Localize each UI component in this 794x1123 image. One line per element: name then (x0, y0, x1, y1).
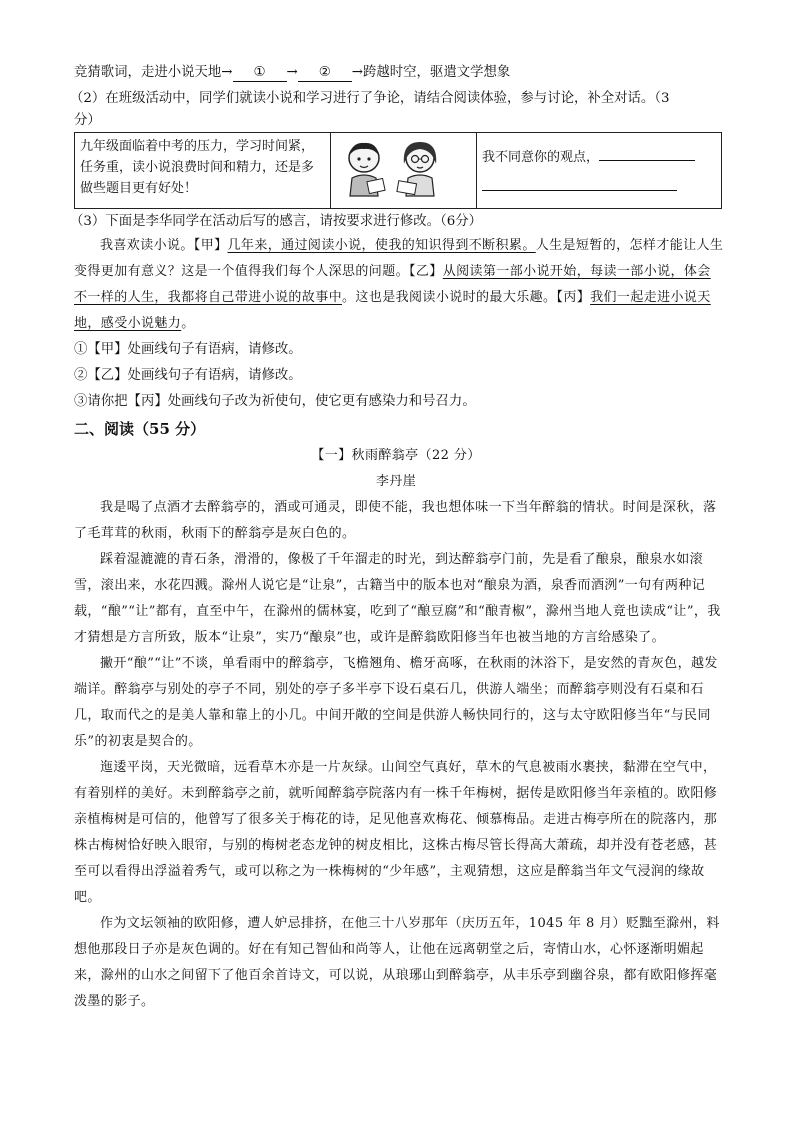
article-paragraph-2: 踩着湿漉漉的青石条，滑滑的，像极了千年溜走的时光，到达醉翁亭门前，先是看了酿泉，酿泉水如滚雪，滚出来，水花四溅。滁州人说它是“让泉”，古籍当中的版本也对“酿泉为酒，泉香而酒洌”一句有两种记载，“酿”“让”都有，直至中午，在滁州的儒林宴，吃到了“酿豆腐”和“酿青椒”，滁州当地人竟也读成“让”，我才猜想是方言所致，版本“让泉”，实乃“酿泉”也，或许是醉翁欧阳修当年也被当地的方言给感染了。 (74, 552, 721, 645)
exam-page (70, 62, 724, 1015)
article-paragraph-1: 我是喝了点酒才去醉翁亭的，酒或可通灵，即使不能，我也想体味一下当年醉翁的情状。时间是深秋，落了毛茸茸的秋雨，秋雨下的醉翁亭是灰白色的。 (74, 500, 717, 541)
underlined-sentence-jia: 几年来，通过阅读小说，使我的知识得到不断积累。 (227, 238, 536, 253)
underlined-sentence-bing: 我们一起走进小说天地，感受小说魅力 (74, 290, 711, 331)
article-paragraph-4: 迤逶平岗，天光微暗，远看草木亦是一片灰绿。山间空气真好，草木的气息被雨水裹挟，黏滞在空气中，有着别样的美好。未到醉翁亭之前，就听闻醉翁亭院落内有一株千年梅树，据传是欧阳修当年亲植的。欧阳修亲植梅树是可信的，他曾写了很多关于梅花的诗，足见他喜欢梅花、倾慕梅品。走进古梅亭所在的院落内，那株古梅树恰好映入眼帘，与别的梅树老态龙钟的树皮相比，这株古梅尽管长得高大萧疏，却并没有苍老感，甚至可以看得出浮溢着秀气，或可以称之为一株梅树的“少年感”，主观猜想，这应是醉翁当年文气浸润的缘故吧。 (74, 760, 718, 905)
article-author: 李丹崖 (375, 474, 417, 489)
reply-cell (477, 133, 722, 209)
girl-figure (397, 142, 436, 196)
activity-flow-line (74, 60, 724, 86)
flow-suffix: →跨越时空，驱遣文学想象 (351, 65, 511, 80)
underlined-sentence-yi: 从阅读第一部小说开始，每读一部小说，体会不一样的人生，我都将自己带进小说的故事中 (74, 264, 711, 305)
article-paragraph-5: 作为文坛领袖的欧阳修，遭人妒忌排挤，在他三十八岁那年（庆历五年，1045 年 8 月）贬黜至滁州，料想他那段日子亦是灰色调的。好在有知己智仙和尚等人，让他在远离朝堂之后，寄情山水，心怀逐渐明媚起来，滁州的山水之间留下了他百余首诗文，可以说，从琅琊山到醉翁亭，从丰乐亭到幽谷泉，都有欧阳修挥毫泼墨的影子。 (74, 916, 720, 1009)
q2-prompt-line2: 分） (74, 113, 101, 128)
flow-arrow: → (286, 65, 298, 80)
article-paragraph-3: 撇开“酿”“让”不谈，单看雨中的醉翁亭，飞檐翘角、檐牙高啄，在秋雨的沐浴下，是安然的青灰色，越发端详。醉翁亭与别处的亭子不同，别处的亭子多半亭下设石桌石几，供游人端坐；而醉翁亭则没有石桌和石几，取而代之的是美人靠和靠上的小几。中间开敞的空间是供游人畅快同行的，这与太守欧阳修当年“与民同乐”的初衷是契合的。 (74, 656, 718, 749)
dialogue-table (74, 132, 722, 209)
essay-part-e: 。这也是我阅读小说时的最大乐趣。【丙】 (342, 290, 591, 305)
essay-part-g: 。 (181, 316, 195, 331)
essay-part-c: 人生是短暂的，怎样才能让人生变得更加有意义？这是一个值得我们每个人深思的问题。【乙】 (74, 238, 724, 279)
students-illustration-cell (331, 133, 477, 209)
opposing-view-cell (75, 133, 331, 209)
flow-prefix: 竞猜歌词，走进小说天地→ (74, 65, 233, 80)
flow-blank-2[interactable]: ② (298, 65, 352, 82)
students-illustration (336, 136, 456, 198)
boy-figure (349, 143, 385, 196)
essay-part-a: 我喜欢读小说。【甲】 (100, 238, 228, 253)
q3-sub1: ①【甲】处画线句子有语病，请修改。 (74, 342, 302, 357)
q3-sub3: ③请你把【丙】处画线句子改为祈使句，使它更有感染力和号召力。 (74, 394, 476, 409)
q2-prompt-line1: （2）在班级活动中，同学们就读小说和学习进行了争论，请结合阅读体验，参与讨论，补全对话。（3 (70, 91, 670, 106)
q3-sub2: ②【乙】处画线句子有语病，请修改。 (74, 368, 302, 383)
essay-paragraph (74, 233, 724, 337)
q3-prompt: （3）下面是李华同学在活动后写的感言，请按要求进行修改。（6分） (70, 214, 483, 229)
article-title: 【一】秋雨醉翁亭（22 分） (311, 448, 481, 463)
reply-answer-line-1[interactable] (599, 160, 695, 161)
opposing-view-text: 九年级面临着中考的压力，学习时间紧，任务重，读小说浪费时间和精力，还是多做些题目更有好处！ (80, 139, 315, 196)
reply-text: 我不同意你的观点， (482, 150, 600, 165)
reply-answer-line-2[interactable] (482, 170, 677, 191)
flow-blank-1[interactable]: ① (233, 65, 287, 82)
section-heading: 二、阅读（55 分） (74, 420, 206, 438)
